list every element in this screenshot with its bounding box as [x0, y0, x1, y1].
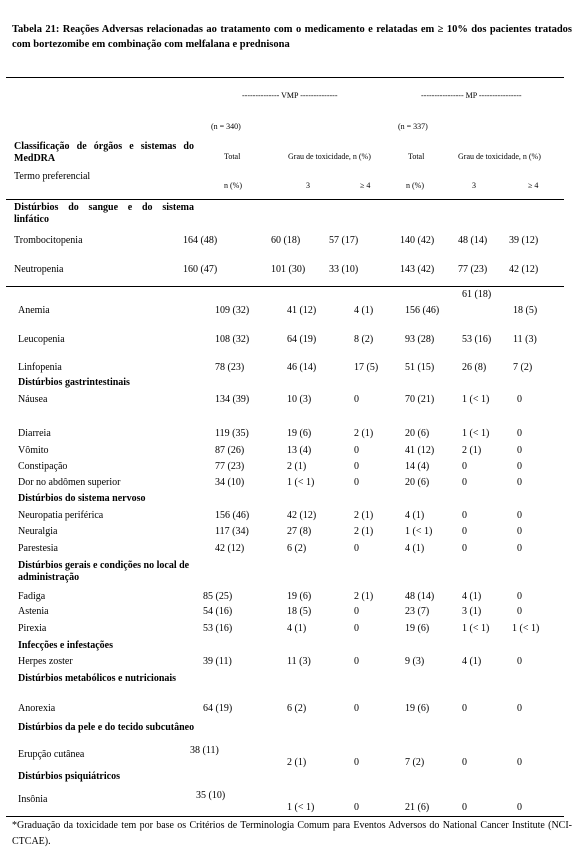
- row-value-anorexia-6: 0: [517, 703, 522, 714]
- row-label-linfo: Linfopenia: [18, 362, 62, 373]
- row-value-anemia-2: 41 (12): [287, 305, 317, 316]
- row-value-herpes-3: 0: [354, 656, 359, 667]
- row-label-constip: Constipação: [18, 461, 68, 472]
- row-value-diarreia-2: 19 (6): [287, 428, 312, 439]
- row-value-herpes-5: 4 (1): [462, 656, 482, 667]
- row-value-neutro-3: 33 (10): [329, 264, 359, 275]
- row-value-parestesia-6: 0: [517, 543, 522, 554]
- row-label-anorexia: Anorexia: [18, 703, 56, 714]
- row-value-astenia-1: 54 (16): [203, 606, 233, 617]
- row-value-anemia-3: 4 (1): [354, 305, 374, 316]
- category-nervous: Distúrbios do sistema nervoso: [18, 493, 146, 504]
- row-value-fadiga-4: 48 (14): [405, 591, 435, 602]
- row-value-diarreia-4: 20 (6): [405, 428, 430, 439]
- row-value-trombo-5: 48 (14): [458, 235, 488, 246]
- row-label-parestesia: Parestesia: [18, 543, 58, 554]
- row-label-trombo: Trombocitopenia: [14, 235, 83, 246]
- row-value-leuco-6: 11 (3): [513, 334, 537, 345]
- row-label-herpes: Herpes zoster: [18, 656, 73, 667]
- row-value-dor-1: 34 (10): [215, 477, 245, 488]
- row-value-anorexia-4: 19 (6): [405, 703, 430, 714]
- row-value-neuralgia-3: 2 (1): [354, 526, 374, 537]
- mp-g3: 3: [472, 181, 476, 190]
- row-value-dor-2: 1 (< 1): [287, 477, 315, 488]
- row-value-constip-4: 14 (4): [405, 461, 430, 472]
- vmp-grade-header: Grau de toxicidade, n (%): [288, 152, 371, 161]
- row-value-anorexia-5: 0: [462, 703, 467, 714]
- row-value-insonia-2: 1 (< 1): [287, 802, 315, 813]
- row-value-neuropatia-2: 42 (12): [287, 510, 317, 521]
- row-value-neutro-6: 42 (12): [509, 264, 539, 275]
- row-value-neuralgia-2: 27 (8): [287, 526, 312, 537]
- mp-group-header: ---------------- MP ----------------: [421, 91, 522, 100]
- row-value-dor-5: 0: [462, 477, 467, 488]
- row-value-erupcao-1: 38 (11): [190, 745, 219, 756]
- mid-rule: [6, 286, 564, 287]
- row-value-fadiga-2: 19 (6): [287, 591, 312, 602]
- bottom-rule: [6, 816, 564, 817]
- row-value-astenia-6: 0: [517, 606, 522, 617]
- vmp-g3: 3: [306, 181, 310, 190]
- row-value-neuropatia-4: 4 (1): [405, 510, 425, 521]
- category-metabolic: Distúrbios metabólicos e nutricionais: [18, 673, 177, 684]
- row-value-neuropatia-5: 0: [462, 510, 467, 521]
- row-value-linfo-2: 46 (14): [287, 362, 317, 373]
- row-value-anemia-5: 61 (18): [462, 289, 492, 300]
- row-value-erupcao-4: 7 (2): [405, 757, 425, 768]
- row-value-leuco-3: 8 (2): [354, 334, 374, 345]
- row-value-nausea-5: 1 (< 1): [462, 394, 490, 405]
- row-value-insonia-6: 0: [517, 802, 522, 813]
- row-value-insonia-5: 0: [462, 802, 467, 813]
- mp-grade-header: Grau de toxicidade, n (%): [458, 152, 541, 161]
- row-value-pirexia-6: 1 (< 1): [512, 623, 540, 634]
- mp-g4: ≥ 4: [528, 181, 539, 190]
- row-value-erupcao-3: 0: [354, 757, 359, 768]
- row-value-vomito-4: 41 (12): [405, 445, 435, 456]
- row-value-astenia-2: 18 (5): [287, 606, 312, 617]
- vmp-total-header: Total: [224, 152, 241, 161]
- row-value-dor-4: 20 (6): [405, 477, 430, 488]
- row-value-neutro-5: 77 (23): [458, 264, 488, 275]
- row-value-linfo-5: 26 (8): [462, 362, 487, 373]
- row-value-leuco-1: 108 (32): [215, 334, 250, 345]
- row-value-anemia-1: 109 (32): [215, 305, 250, 316]
- row-value-linfo-1: 78 (23): [215, 362, 245, 373]
- row-value-neuralgia-1: 117 (34): [215, 526, 249, 537]
- row-value-fadiga-5: 4 (1): [462, 591, 482, 602]
- row-value-pirexia-5: 1 (< 1): [462, 623, 490, 634]
- row-label-pirexia: Pirexia: [18, 623, 47, 634]
- row-value-constip-2: 2 (1): [287, 461, 307, 472]
- row-value-nausea-6: 0: [517, 394, 522, 405]
- row-value-neutro-2: 101 (30): [271, 264, 306, 275]
- header-rule: [6, 199, 564, 200]
- row-value-insonia-4: 21 (6): [405, 802, 430, 813]
- mp-total-header: Total: [408, 152, 425, 161]
- row-value-constip-3: 0: [354, 461, 359, 472]
- row-value-fadiga-6: 0: [517, 591, 522, 602]
- row-value-trombo-6: 39 (12): [509, 235, 539, 246]
- row-value-neuralgia-6: 0: [517, 526, 522, 537]
- row-value-leuco-2: 64 (19): [287, 334, 317, 345]
- row-value-neutro-4: 143 (42): [400, 264, 435, 275]
- row-label-neuropatia: Neuropatia periférica: [18, 510, 104, 521]
- row-value-fadiga-1: 85 (25): [203, 591, 233, 602]
- row-value-anorexia-2: 6 (2): [287, 703, 307, 714]
- row-value-constip-5: 0: [462, 461, 467, 472]
- row-value-astenia-5: 3 (1): [462, 606, 482, 617]
- row-value-nausea-1: 134 (39): [215, 394, 250, 405]
- row-value-neutro-1: 160 (47): [183, 264, 218, 275]
- row-value-leuco-5: 53 (16): [462, 334, 492, 345]
- row-label-erupcao: Erupção cutânea: [18, 749, 85, 760]
- row-value-dor-3: 0: [354, 477, 359, 488]
- row-value-parestesia-5: 0: [462, 543, 467, 554]
- row-value-diarreia-1: 119 (35): [215, 428, 249, 439]
- row-value-fadiga-3: 2 (1): [354, 591, 374, 602]
- row-value-diarreia-3: 2 (1): [354, 428, 374, 439]
- row-label-insonia: Insônia: [18, 794, 48, 805]
- row-value-neuropatia-3: 2 (1): [354, 510, 374, 521]
- row-label-leuco: Leucopenia: [18, 334, 65, 345]
- row-value-herpes-4: 9 (3): [405, 656, 425, 667]
- row-value-trombo-1: 164 (48): [183, 235, 218, 246]
- row-value-erupcao-6: 0: [517, 757, 522, 768]
- row-value-parestesia-1: 42 (12): [215, 543, 245, 554]
- classification-header: Classificação de órgãos e sistemas do MedDRA: [14, 141, 194, 164]
- row-value-anemia-6: 18 (5): [513, 305, 538, 316]
- row-value-parestesia-2: 6 (2): [287, 543, 307, 554]
- row-value-nausea-3: 0: [354, 394, 359, 405]
- row-value-diarreia-5: 1 (< 1): [462, 428, 490, 439]
- term-header: Termo preferencial: [14, 171, 91, 182]
- row-value-diarreia-6: 0: [517, 428, 522, 439]
- row-value-linfo-6: 7 (2): [513, 362, 533, 373]
- row-value-dor-6: 0: [517, 477, 522, 488]
- row-label-fadiga: Fadiga: [18, 591, 46, 602]
- category-gi: Distúrbios gastrintestinais: [18, 377, 130, 388]
- row-value-neuralgia-5: 0: [462, 526, 467, 537]
- row-value-trombo-4: 140 (42): [400, 235, 435, 246]
- footnote: *Graduação da toxicidade tem por base os Critérios de Terminologia Comum para Eventos Adversos do National Cancer Institute (NCI-CTCAE).: [12, 820, 572, 847]
- top-rule: [6, 77, 564, 78]
- row-value-pirexia-3: 0: [354, 623, 359, 634]
- row-label-nausea: Náusea: [18, 394, 48, 405]
- row-value-erupcao-5: 0: [462, 757, 467, 768]
- row-label-neutro: Neutropenia: [14, 264, 64, 275]
- row-label-neuralgia: Neuralgia: [18, 526, 58, 537]
- category-skin: Distúrbios da pele e do tecido subcutâneo: [18, 722, 195, 733]
- row-value-parestesia-3: 0: [354, 543, 359, 554]
- row-value-herpes-6: 0: [517, 656, 522, 667]
- table-caption: Tabela 21: Reações Adversas relacionadas ao tratamento com o medicamento e relatadas em ≥ 10% dos pacientes tratados com bortezomibe em combinação com melfalana e prednisona: [12, 24, 572, 50]
- row-label-astenia: Astenia: [18, 606, 49, 617]
- vmp-group-header: -------------- VMP --------------: [242, 91, 338, 100]
- row-value-anorexia-3: 0: [354, 703, 359, 714]
- row-value-neuropatia-1: 156 (46): [215, 510, 250, 521]
- row-value-nausea-2: 10 (3): [287, 394, 312, 405]
- row-value-anorexia-1: 64 (19): [203, 703, 233, 714]
- row-value-astenia-3: 0: [354, 606, 359, 617]
- row-value-vomito-2: 13 (4): [287, 445, 312, 456]
- category-general: Distúrbios gerais e condições no local de administração: [18, 560, 190, 583]
- row-value-pirexia-4: 19 (6): [405, 623, 430, 634]
- row-value-insonia-1: 35 (10): [196, 790, 226, 801]
- row-value-trombo-2: 60 (18): [271, 235, 301, 246]
- row-value-constip-1: 77 (23): [215, 461, 245, 472]
- row-value-linfo-4: 51 (15): [405, 362, 435, 373]
- row-value-trombo-3: 57 (17): [329, 235, 359, 246]
- row-value-herpes-2: 11 (3): [287, 656, 311, 667]
- row-value-vomito-1: 87 (26): [215, 445, 245, 456]
- category-infections: Infecções e infestações: [18, 640, 113, 651]
- row-value-linfo-3: 17 (5): [354, 362, 379, 373]
- row-value-leuco-4: 93 (28): [405, 334, 435, 345]
- row-value-parestesia-4: 4 (1): [405, 543, 425, 554]
- row-label-anemia: Anemia: [18, 305, 50, 316]
- category-psych: Distúrbios psiquiátricos: [18, 771, 120, 782]
- row-value-anemia-4: 156 (46): [405, 305, 440, 316]
- row-value-neuralgia-4: 1 (< 1): [405, 526, 433, 537]
- row-label-diarreia: Diarreia: [18, 428, 51, 439]
- category-blood: Distúrbios do sangue e do sistema linfático: [14, 202, 194, 225]
- row-value-vomito-6: 0: [517, 445, 522, 456]
- row-label-dor: Dor no abdômen superior: [18, 477, 121, 488]
- row-value-erupcao-2: 2 (1): [287, 757, 307, 768]
- row-value-herpes-1: 39 (11): [203, 656, 232, 667]
- row-value-pirexia-1: 53 (16): [203, 623, 233, 634]
- mp-n: (n = 337): [398, 122, 428, 131]
- row-value-constip-6: 0: [517, 461, 522, 472]
- row-value-astenia-4: 23 (7): [405, 606, 430, 617]
- row-value-neuropatia-6: 0: [517, 510, 522, 521]
- row-value-insonia-3: 0: [354, 802, 359, 813]
- row-value-pirexia-2: 4 (1): [287, 623, 307, 634]
- mp-npct: n (%): [406, 181, 424, 190]
- row-value-vomito-3: 0: [354, 445, 359, 456]
- vmp-npct: n (%): [224, 181, 242, 190]
- row-value-vomito-5: 2 (1): [462, 445, 482, 456]
- row-label-vomito: Vômito: [18, 445, 49, 456]
- vmp-n: (n = 340): [211, 122, 241, 131]
- row-value-nausea-4: 70 (21): [405, 394, 435, 405]
- vmp-g4: ≥ 4: [360, 181, 371, 190]
